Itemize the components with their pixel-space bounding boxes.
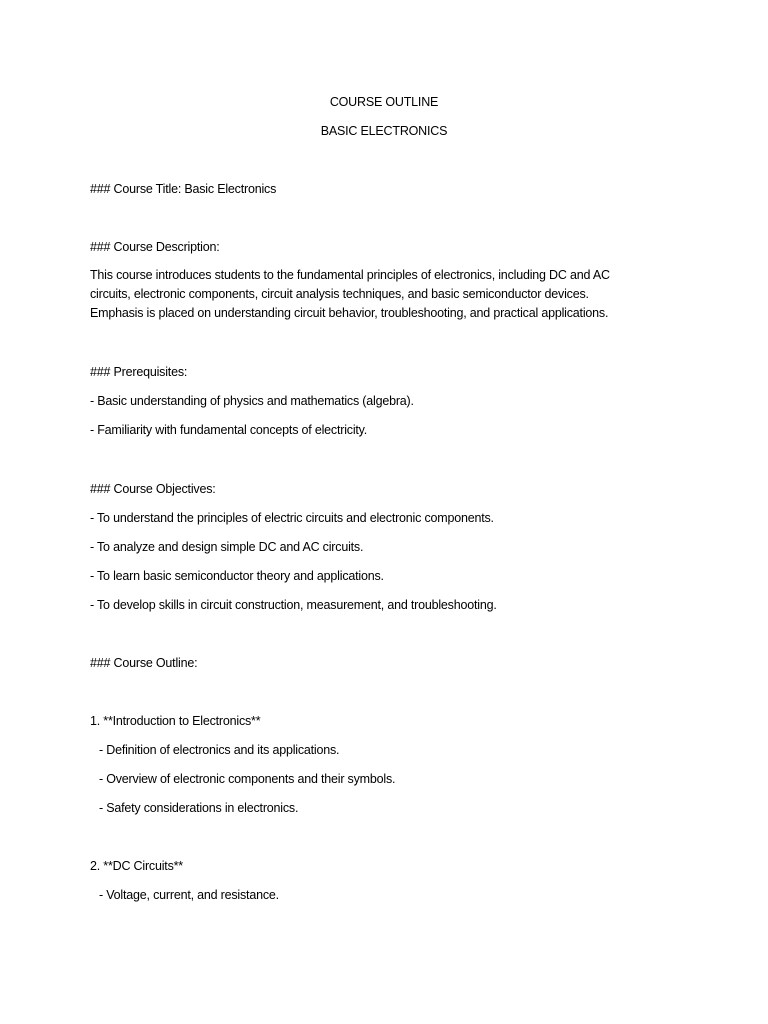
description-line: Emphasis is placed on understanding circuit behavior, troubleshooting, and practical applications. xyxy=(90,306,609,320)
objective-item: - To learn basic semiconductor theory and applications. xyxy=(90,569,384,583)
outline-section-item: - Overview of electronic components and their symbols. xyxy=(99,772,396,786)
outline-section-heading: 1. **Introduction to Electronics** xyxy=(90,714,261,728)
description-heading: ### Course Description: xyxy=(90,240,220,254)
prerequisite-item: - Basic understanding of physics and mathematics (algebra). xyxy=(90,394,414,408)
outline-section-item: - Definition of electronics and its applications. xyxy=(99,743,340,757)
description-line: circuits, electronic components, circuit analysis techniques, and basic semiconductor devices. xyxy=(90,287,589,301)
course-title-line: ### Course Title: Basic Electronics xyxy=(90,182,277,196)
objective-item: - To analyze and design simple DC and AC circuits. xyxy=(90,540,364,554)
description-paragraph xyxy=(90,266,690,323)
outline-section-heading: 2. **DC Circuits** xyxy=(90,859,183,873)
description-line: This course introduces students to the fundamental principles of electronics, including DC and AC xyxy=(90,268,610,282)
objective-item: - To develop skills in circuit construction, measurement, and troubleshooting. xyxy=(90,598,497,612)
document-title: COURSE OUTLINE xyxy=(329,95,439,109)
outline-heading: ### Course Outline: xyxy=(90,656,198,670)
objective-item: - To understand the principles of electric circuits and electronic components. xyxy=(90,511,494,525)
outline-section-item: - Safety considerations in electronics. xyxy=(99,801,299,815)
document-subtitle: BASIC ELECTRONICS xyxy=(320,124,448,138)
prerequisites-heading: ### Prerequisites: xyxy=(90,365,188,379)
prerequisite-item: - Familiarity with fundamental concepts of electricity. xyxy=(90,423,368,437)
outline-section-item: - Voltage, current, and resistance. xyxy=(99,888,279,902)
objectives-heading: ### Course Objectives: xyxy=(90,482,216,496)
